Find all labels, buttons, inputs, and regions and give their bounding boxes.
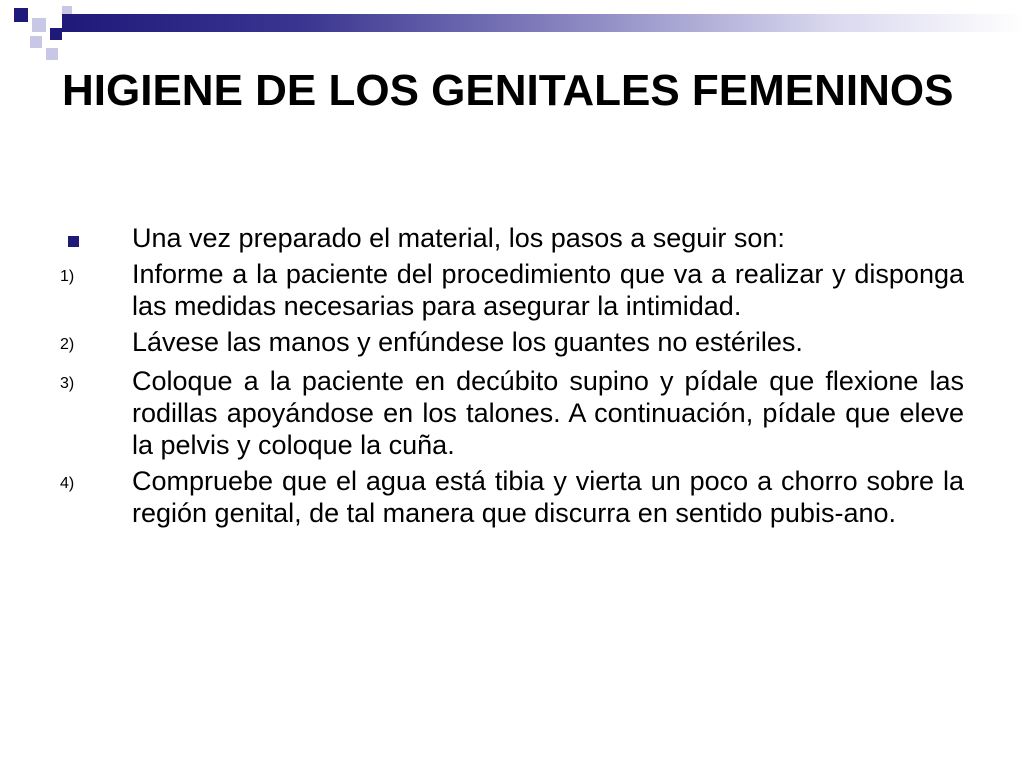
- step-text: Compruebe que el agua está tibia y vierta un poco a chorro sobre la región genital, de tal manera que discurra en sentido pubis-ano.: [132, 466, 964, 528]
- step-item-4: [60, 465, 964, 529]
- step-text: Coloque a la paciente en decúbito supino y pídale que flexione las rodillas apoyándose en los talones. A continuación, pídale que eleve la pelvis y coloque la cuña.: [132, 366, 964, 460]
- step-item-2: [60, 326, 964, 361]
- step-item-3: [60, 365, 964, 461]
- slide-title: HIGIENE DE LOS GENITALES FEMENINOS: [62, 66, 954, 115]
- step-text: Lávese las manos y enfúndese los guantes no estériles.: [132, 327, 803, 357]
- intro-text: Una vez preparado el material, los pasos a seguir son:: [132, 223, 785, 253]
- decorative-square: [32, 18, 46, 32]
- step-item-1: [60, 258, 964, 322]
- step-marker: [60, 465, 132, 500]
- step-number: 4): [60, 475, 75, 492]
- step-text: Informe a la paciente del procedimiento que va a realizar y disponga las medidas necesarias para asegurar la intimidad.: [132, 259, 964, 321]
- intro-bullet: [60, 222, 964, 254]
- slide-body: [60, 222, 964, 533]
- step-number: 1): [60, 268, 75, 285]
- step-marker: [60, 365, 132, 400]
- decorative-square: [46, 48, 58, 60]
- decorative-square: [14, 8, 28, 22]
- step-number: 2): [60, 336, 75, 353]
- step-marker: [60, 326, 132, 361]
- header-gradient-bar: [62, 14, 1024, 32]
- step-number: 3): [60, 375, 75, 392]
- square-bullet-icon: [68, 236, 79, 247]
- decorative-square: [50, 28, 62, 40]
- decorative-square: [30, 36, 42, 48]
- step-marker: [60, 258, 132, 293]
